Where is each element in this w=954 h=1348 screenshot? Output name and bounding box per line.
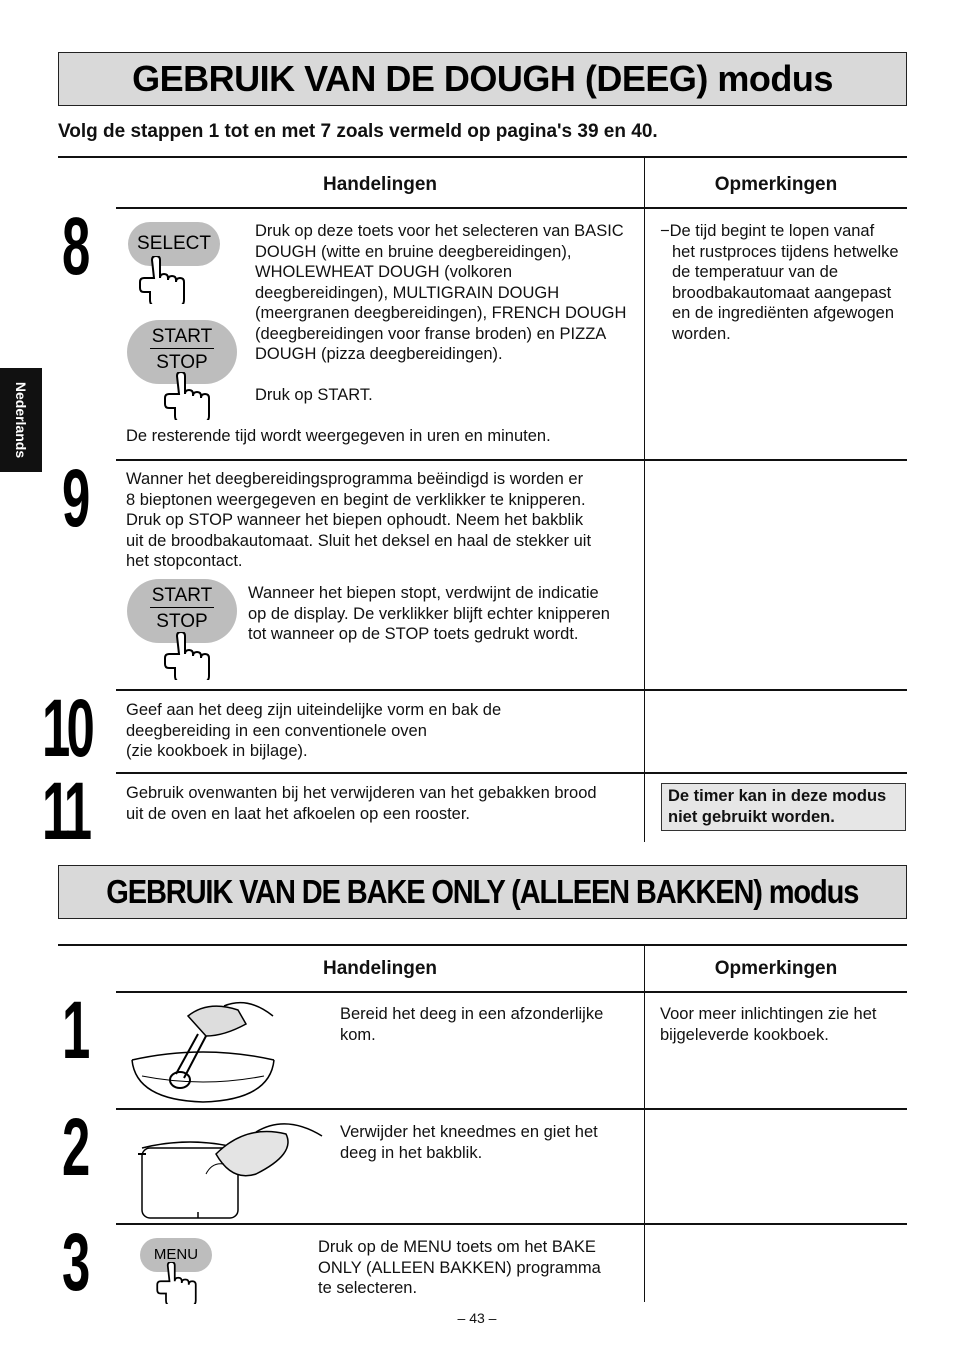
bake-step-2-text [340, 1122, 640, 1163]
table-top-rule [58, 156, 907, 158]
bake-step-1-note [660, 1004, 910, 1045]
table-top-rule [58, 944, 907, 946]
language-label: Nederlands [13, 381, 29, 459]
column-header-notes: Opmerkingen [714, 958, 838, 979]
text-line: te selecteren. [318, 1279, 418, 1297]
step-11-text [126, 783, 641, 824]
header-rule [116, 991, 907, 993]
pressing-hand-icon [163, 372, 219, 420]
text-line: (meergranen deegbereidingen), FRENCH DOUGH [255, 304, 627, 322]
text-line: deegbereidingen), MULTIGRAIN DOUGH [255, 283, 560, 302]
step-9-display-text [248, 583, 643, 645]
section-title-dough: GEBRUIK VAN DE DOUGH (DEEG) modus [58, 52, 907, 106]
text-line: Verwijder het kneedmes en giet het [340, 1123, 598, 1141]
text-line: deegbereiding in een conventionele oven [126, 721, 427, 740]
text-line: WHOLEWHEAT DOUGH (volkoren [255, 263, 513, 281]
text-line: 8 bieptonen weergegeven en begint de verklikker te knipperen. [126, 490, 586, 509]
section-title-bake-only [58, 865, 907, 919]
column-divider [644, 945, 645, 1302]
note-line: Voor meer inlichtingen zie het [660, 1005, 877, 1023]
column-header-notes: Opmerkingen [714, 174, 838, 195]
column-header-actions: Handelingen [322, 958, 437, 979]
menu-label: MENU [153, 1246, 199, 1263]
text-line: Geef aan het deeg zijn uiteindelijke vorm en bak de [126, 701, 502, 719]
step-divider [116, 1223, 907, 1225]
section-subtitle: Volg de stappen 1 tot en met 7 zoals vermeld op pagina's 39 en 40. [58, 121, 658, 142]
page-number: – 43 – [457, 1310, 497, 1326]
step-divider [116, 772, 907, 774]
start-label: START [150, 320, 214, 349]
step-divider [116, 459, 907, 461]
text-line: Gebruik ovenwanten bij het verwijderen van het gebakken brood [126, 784, 597, 802]
timer-note-box [661, 783, 906, 831]
step-8-text [255, 221, 640, 365]
step-number: 11 [42, 766, 89, 857]
header-rule [116, 207, 907, 209]
note-line: het rustproces tijdens hetwelke [672, 242, 899, 261]
note-line: De timer kan in deze modus [668, 787, 887, 805]
text-line: Druk op de MENU toets om het BAKE [318, 1238, 596, 1256]
step-divider [116, 689, 907, 691]
language-side-tab [0, 368, 42, 472]
step-9-text [126, 469, 641, 572]
step-divider [116, 1108, 907, 1110]
note-line: −De tijd begint te lopen vanaf [660, 222, 875, 240]
text-line: tot wanneer op de STOP toets gedrukt wordt. [248, 625, 579, 643]
text-line: uit de broodbakautomaat. Sluit het deksel en haal de stekker uit [126, 531, 592, 550]
text-line: Druk op STOP wanneer het biepen ophoudt. Neem het bakblik [126, 511, 584, 529]
pressing-hand-icon [155, 1262, 205, 1304]
note-line: en de ingrediënten afgewogen [672, 304, 895, 322]
step-8-note [660, 221, 910, 344]
note-line: broodbakautomaat aangepast [672, 283, 892, 302]
hand-mixer-bowl-illustration [128, 996, 278, 1104]
remaining-time-text: De resterende tijd wordt weergegeven in uren en minuten. [126, 427, 551, 445]
note-line: de temperatuur van de [672, 263, 839, 281]
note-line: niet gebruikt worden. [668, 807, 835, 826]
step-10-text [126, 700, 641, 762]
text-line: uit de oven en laat het afkoelen op een rooster. [126, 804, 471, 823]
step-number: 2 [62, 1102, 87, 1193]
text-line: op de display. De verklikker blijft echter knipperen [248, 604, 610, 623]
column-header-actions: Handelingen [322, 174, 437, 195]
text-line: (zie kookboek in bijlage). [126, 742, 308, 760]
stop-label: STOP [156, 352, 208, 373]
note-line: bijgeleverde kookboek. [660, 1025, 829, 1044]
text-line: ONLY (ALLEEN BAKKEN) programma [318, 1258, 601, 1277]
pouring-dough-pan-illustration [136, 1114, 326, 1222]
text-line: deeg in het bakblik. [340, 1143, 483, 1162]
step-number: 9 [62, 453, 87, 544]
start-label: START [150, 579, 214, 608]
column-divider [644, 157, 645, 842]
pressing-hand-icon [163, 632, 219, 680]
press-start-text: Druk op START. [255, 386, 373, 404]
step-number: 3 [62, 1217, 87, 1308]
text-line: DOUGH (pizza deegbereidingen). [255, 345, 503, 363]
text-line: kom. [340, 1025, 376, 1044]
bake-step-1-text [340, 1004, 640, 1045]
step-number: 8 [62, 201, 87, 292]
text-line: (deegbereidingen voor franse broden) en PIZZA [255, 324, 607, 343]
text-line: Wanner het deegbereidingsprogramma beëindigd is worden er [126, 470, 584, 488]
bake-step-3-text [318, 1237, 640, 1299]
text-line: Bereid het deeg in een afzonderlijke [340, 1005, 604, 1023]
text-line: Druk op deze toets voor het selecteren van BASIC [255, 222, 624, 240]
section-title-text: GEBRUIK VAN DE BAKE ONLY (ALLEEN BAKKEN) modus [106, 873, 859, 910]
step-number: 10 [42, 683, 92, 774]
text-line: Wanneer het biepen stopt, verdwijnt de indicatie [248, 584, 599, 602]
text-line: DOUGH (witte en bruine deegbereidingen), [255, 242, 572, 261]
step-number: 1 [62, 985, 87, 1076]
pressing-hand-icon [138, 256, 194, 304]
note-line: worden. [672, 324, 731, 343]
select-label: SELECT [137, 233, 211, 254]
stop-label: STOP [156, 611, 208, 632]
text-line: het stopcontact. [126, 552, 243, 570]
